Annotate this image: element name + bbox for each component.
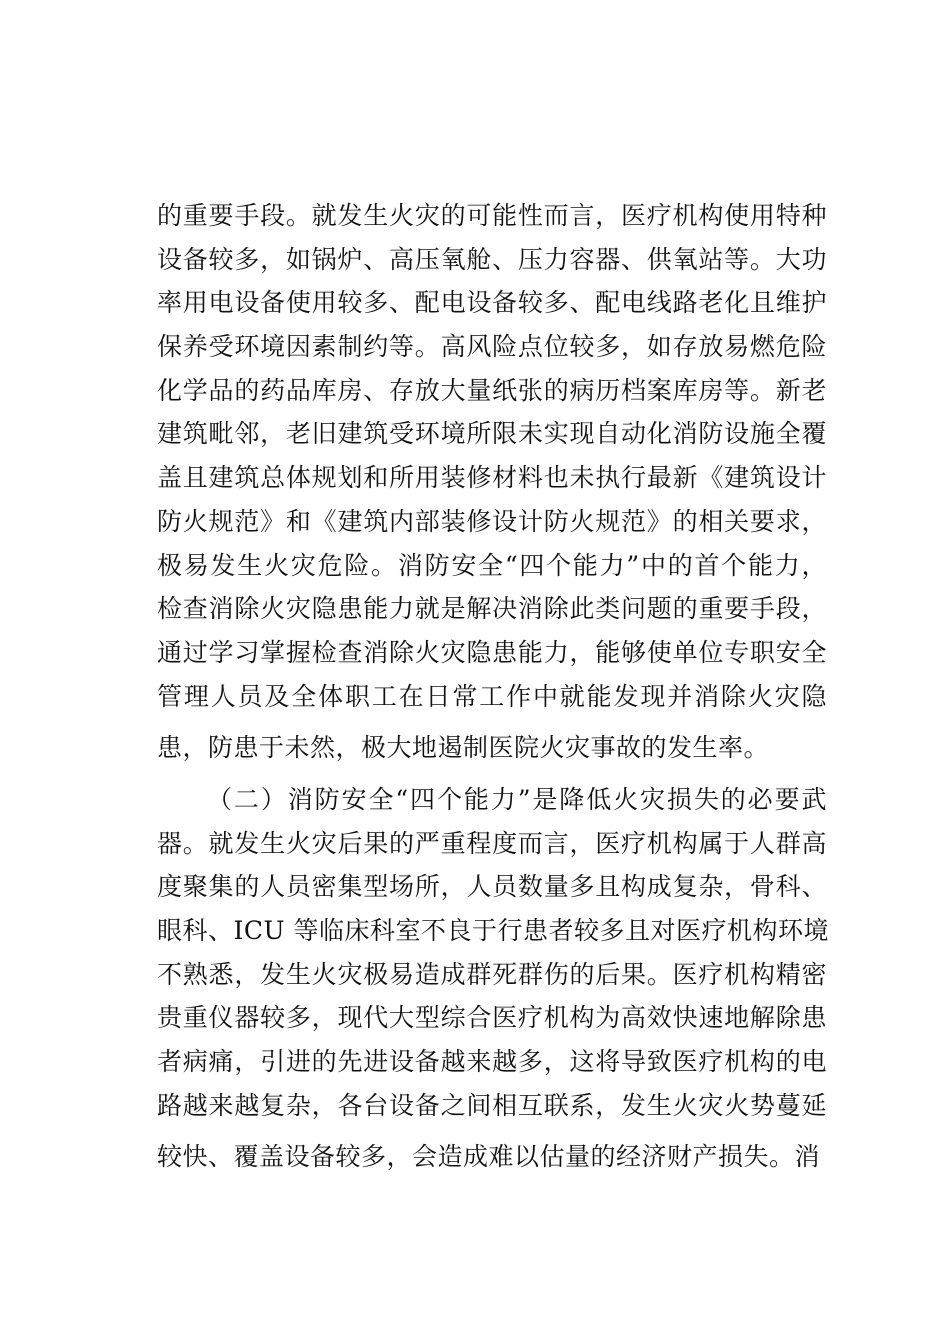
- text-line: 度聚集的人员密集型场所，人员数量多且构成复杂，骨科、: [157, 872, 827, 902]
- text-line: 设备较多，如锅炉、高压氧舱、压力容器、供氧站等。大功: [157, 244, 827, 274]
- text-line: 器。就发生火灾后果的严重程度而言，医疗机构属于人群高: [157, 828, 827, 858]
- text-line: 建筑毗邻，老旧建筑受环境所限未实现自动化消防设施全覆: [157, 419, 827, 449]
- text-line: 不熟悉，发生火灾极易造成群死群伤的后果。医疗机构精密: [157, 959, 827, 989]
- body-text: [157, 194, 830, 1179]
- text-line: 眼科、ICU 等临床科室不良于行患者较多且对医疗机构环境: [157, 916, 830, 945]
- text-line: 检查消除火灾隐患能力就是解决消除此类问题的重要手段，: [157, 594, 827, 624]
- text-line: 的重要手段。就发生火灾的可能性而言，医疗机构使用特种: [157, 201, 827, 230]
- text-line: 路越来越复杂，各台设备之间相互联系，发生火灾火势蔓延: [157, 1090, 827, 1120]
- text-line: 防火规范》和《建筑内部装修设计防火规范》的相关要求，: [157, 506, 827, 536]
- text-line: 管理人员及全体职工在日常工作中就能发现并消除火灾隐: [157, 681, 827, 711]
- section-heading-line: （二）消防安全“四个能力”是降低火灾损失的必要武: [207, 784, 827, 814]
- text-line: 贵重仪器较多，现代大型综合医疗机构为高效快速地解除患: [157, 1003, 827, 1033]
- text-line: 较快、覆盖设备较多，会造成难以估量的经济财产损失。消: [157, 1142, 821, 1172]
- text-line: 极易发生火灾危险。消防安全“四个能力”中的首个能力，: [157, 550, 827, 580]
- text-line: 化学品的药品库房、存放大量纸张的病历档案库房等。新老: [157, 375, 827, 405]
- text-line: 通过学习掌握检查消除火灾隐患能力，能够使单位专职安全: [157, 637, 827, 667]
- text-line: 者病痛，引进的先进设备越来越多，这将导致医疗机构的电: [157, 1047, 827, 1077]
- text-line: 保养受环境因素制约等。高风险点位较多，如存放易燃危险: [157, 332, 827, 362]
- text-line: 率用电设备使用较多、配电设备较多、配电线路老化且维护: [157, 288, 827, 318]
- text-line: 盖且建筑总体规划和所用装修材料也未执行最新《建筑设计: [157, 463, 827, 493]
- text-line: 患，防患于未然，极大地遏制医院火灾事故的发生率。: [157, 733, 770, 763]
